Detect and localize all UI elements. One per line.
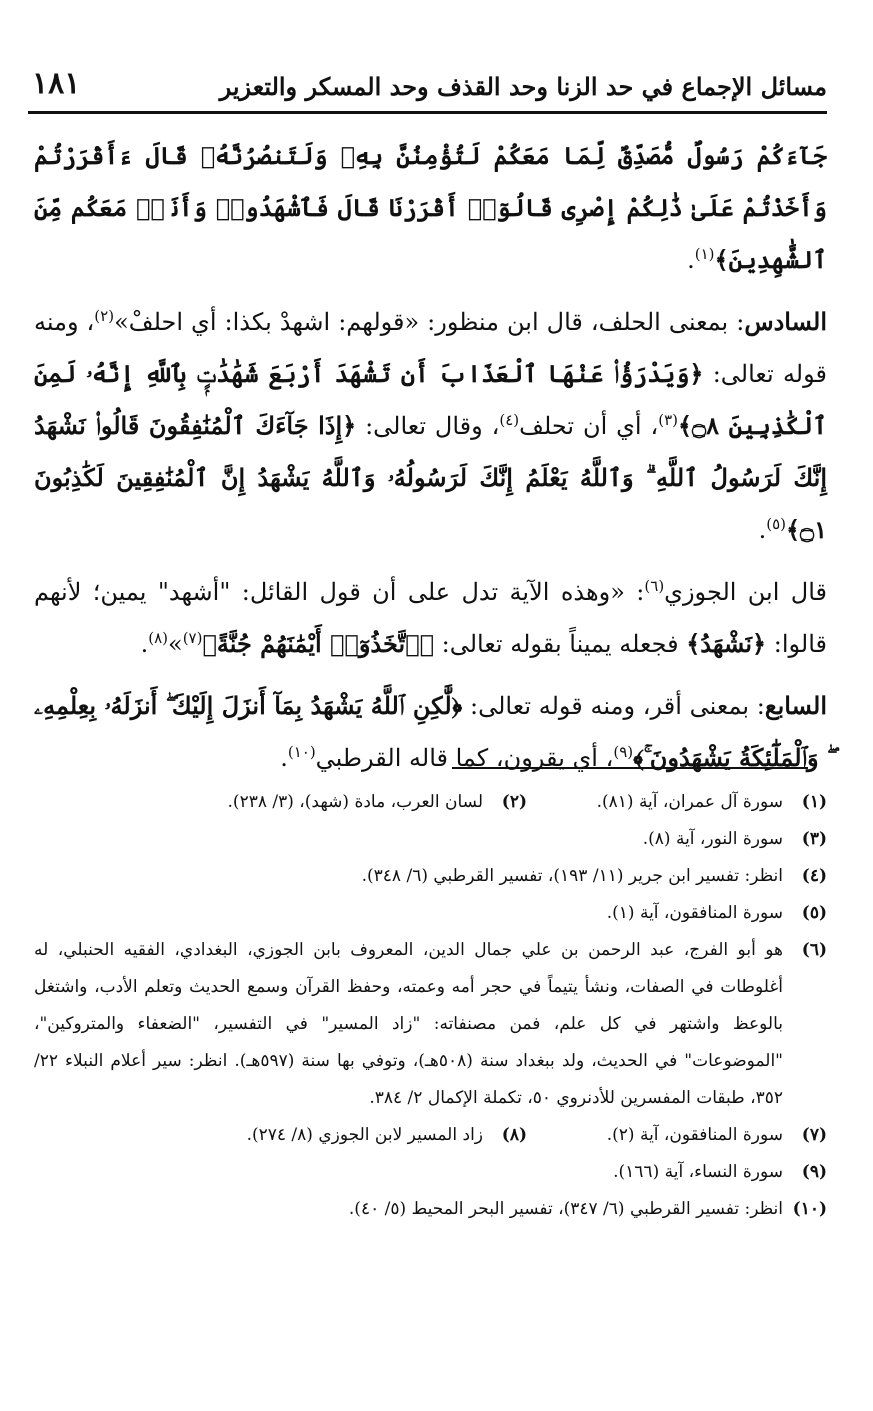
- body-text: ، وقال تعالى:: [356, 412, 500, 440]
- footnote-2: [127, 784, 527, 821]
- main-text: [34, 130, 827, 784]
- footnote-text: هو أبو الفرج، عبد الرحمن بن علي جمال الدين، المعروف بابن الجوزي، البغدادي، الفقيه الحنبلي، له أغلوطات في الصفات، ونشأ يتيماً في حجر أمه وعمته، وحفظ القرآن وسمع الحديث وتعلم الأدب، واشتغل بالوعظ واشتهر في كل علم، فمن مصنفاته: "زاد المسير" في التفسير، "الضعفاء والمتروكين"، "الموضوعات" في الحديث، ولد ببغداد سنة (٥٠٨هـ)، وتوفي بها سنة (٥٩٧هـ). انظر: سير أعلام النبلاء ٢٢/ ٣٥٢، طبقات المفسرين للأدنروي ٥٠، تكملة الإكمال ٢/ ٣٨٤.: [34, 940, 783, 1108]
- footnote-text: زاد المسير لابن الجوزي (٨/ ٢٧٤).: [246, 1125, 483, 1145]
- footnote-text: سورة المنافقون، آية (٢).: [606, 1125, 783, 1145]
- body-text: فجعله يميناً بقوله تعالى:: [434, 630, 687, 658]
- page-number: ١٨١: [32, 66, 81, 101]
- footnote-number: (١٠): [792, 1199, 827, 1219]
- footnote-ref: (٣): [658, 411, 678, 429]
- footnote-ref: (٨): [148, 629, 168, 647]
- footnote-text: سورة النساء، آية (١٦٦).: [613, 1162, 783, 1182]
- footnote-number: (٦): [801, 940, 827, 960]
- footnote-ref: (١٠): [287, 743, 316, 761]
- footnote-text: سورة المنافقون، آية (١).: [606, 903, 783, 923]
- footnotes: [34, 784, 827, 1228]
- running-header: [28, 62, 827, 108]
- body-text: : «وهذه الآية تدل على أن قول القائل: "أشهد" يمين؛ لأنهم قالوا:: [34, 578, 827, 658]
- footnote-separator: [452, 767, 808, 769]
- footnote-text: انظر: تفسير القرطبي (٦/ ٣٤٧)، تفسير البحر المحيط (٥/ ٤٠).: [348, 1199, 783, 1219]
- body-text: : بمعنى الحلف، قال ابن منظور: «قولهم: اشهدْ بكذا: أي احلفْ»: [114, 308, 745, 336]
- body-text: قال ابن الجوزي: [664, 578, 828, 606]
- footnote-number: (٩): [801, 1162, 827, 1182]
- footnote-ref: (٥): [766, 515, 786, 533]
- footnote-5: [34, 895, 827, 932]
- quran-verse: ﴿إِذَا جَآءَكَ ٱلْمُنَٰفِقُونَ قَالُوا۟ نَشْهَدُ إِنَّكَ لَرَسُولُ ٱللَّهِ ۗ وَٱللَّهُ يَعْلَمُ إِنَّكَ لَرَسُولُهُۥ وَٱللَّهُ يَشْهَدُ إِنَّ ٱلْمُنَٰفِقِينَ لَكَٰذِبُونَ ۝١﴾: [34, 411, 827, 544]
- header-rule: [28, 111, 827, 114]
- footnote-6: [34, 932, 827, 1117]
- body-text: ، أي يقرون، كما قاله القرطبي: [315, 744, 614, 772]
- section-lead: السابع: [764, 691, 827, 720]
- footnote-ref: (٤): [499, 411, 520, 429]
- footnote-number: (٥): [801, 903, 827, 923]
- body-text: ، أي أن تحلف: [519, 412, 659, 440]
- footnote-row: [34, 784, 827, 821]
- footnote-7: [527, 1117, 827, 1154]
- footnote-number: (٣): [801, 829, 827, 849]
- footnote-ref: (٩): [613, 743, 634, 761]
- quran-verse: ﴿نَشْهَدُ﴾: [686, 629, 767, 658]
- footnote-9: [34, 1154, 827, 1191]
- body-text: »: [168, 630, 183, 658]
- footnote-row: [34, 1117, 827, 1154]
- footnote-number: (١): [801, 792, 827, 812]
- quran-verse: جَآءَكُمْ رَسُولٌ مُّصَدِّقٌ لِّمَا مَعَكُمْ لَتُؤْمِنُنَّ بِهِۦ وَلَتَنصُرُنَّهُۥ قَالَ ءَأَقْرَرْتُمْ وَأَخَذْتُمْ عَلَىٰ ذَٰلِكُمْ إِصْرِى قَالُوٓا۟ أَقْرَرْنَا قَالَ فَٱشْهَدُوا۟ وَأَنَا۠ مَعَكُم مِّنَ ٱلشَّٰهِدِينَ﴾: [34, 141, 827, 274]
- footnote-text: لسان العرب، مادة (شهد)، (٣/ ٢٣٨).: [227, 792, 483, 812]
- quran-verse: ﴿ٱتَّخَذُوٓا۟ أَيْمَٰنَهُمْ جُنَّةً﴾: [202, 629, 434, 658]
- footnote-number: (٢): [501, 792, 527, 812]
- footnote-text: سورة آل عمران، آية (٨١).: [596, 792, 783, 812]
- footnote-4: [34, 858, 827, 895]
- quran-verse: ﴿وَيَدْرَؤُا۟ عَنْهَا ٱلْعَذَابَ أَن تَشْهَدَ أَرْبَعَ شَهَٰدَٰتٍۭ بِٱللَّهِ إِنَّهُۥ لَمِنَ ٱلْكَٰذِبِينَ ۝٨﴾: [34, 359, 828, 440]
- section-lead: السادس: [744, 307, 827, 336]
- footnote-ref: (٧): [182, 629, 203, 647]
- footnote-8: [127, 1117, 527, 1154]
- paragraph-ibn-aljawzi-quote: قال ابن الجوزي$^{(٦)}$: «وهذه الآية تدل على أن قول القائل: "أشهد" يمين؛ لأنهم قالوا: ﴿نَشْهَدُ﴾ فجعله يميناً بقوله تعالى: ﴿ٱتَّخَذُوٓا۟ أَيْمَٰنَهُمْ جُنَّةً﴾$^{(٧)}$»$^{(٨)}$.: [34, 577, 828, 658]
- paragraph-seventh-meaning: السابع: بمعنى أقر، ومنه قوله تعالى: ﴿لَّٰكِنِ ٱللَّهُ يَشْهَدُ بِمَآ أَنزَلَ إِلَيْكَ ۖ أَنزَلَهُۥ بِعِلْمِهِۦ ۖ وَٱلْمَلَٰٓئِكَةُ يَشْهَدُونَ ۚ﴾$^{(٩)}$، أي يقرون، كما قاله القرطبي$^{(١٠)}$.: [34, 691, 827, 772]
- running-title: مسائل الإجماع في حد الزنا وحد القذف وحد المسكر والتعزير: [219, 72, 827, 101]
- footnote-10: [34, 1191, 827, 1228]
- footnote-1: [527, 784, 827, 821]
- footnote-number: (٨): [501, 1125, 527, 1145]
- footnote-ref: (١): [694, 245, 715, 263]
- footnote-text: انظر: تفسير ابن جرير (١١/ ١٩٣)، تفسير القرطبي (٦/ ٣٤٨).: [361, 866, 783, 886]
- paragraph-sixth-meaning: السادس: بمعنى الحلف، قال ابن منظور: «قولهم: اشهدْ بكذا: أي احلفْ»$^{(٢)}$، ومنه قوله تعالى: ﴿وَيَدْرَؤُا۟ عَنْهَا ٱلْعَذَابَ أَن تَشْهَدَ أَرْبَعَ شَهَٰدَٰتٍۭ بِٱللَّهِ إِنَّهُۥ لَمِنَ ٱلْكَٰذِبِينَ ۝٨﴾$^{(٣)}$، أي أن تحلف$^{(٤)}$، وقال تعالى: ﴿إِذَا جَآءَكَ ٱلْمُنَٰفِقُونَ قَالُوا۟ نَشْهَدُ إِنَّكَ لَرَسُولُ ٱللَّهِ ۗ وَٱللَّهُ يَعْلَمُ إِنَّكَ لَرَسُولُهُۥ وَٱللَّهُ يَشْهَدُ إِنَّ ٱلْمُنَٰفِقِينَ لَكَٰذِبُونَ ۝١﴾$^{(٥)}$.: [34, 307, 828, 544]
- footnote-ref: (٢): [94, 307, 115, 325]
- footnote-3: [34, 821, 827, 858]
- footnote-ref: (٦): [644, 577, 665, 595]
- footnote-number: (٤): [801, 866, 827, 886]
- footnote-text: سورة النور، آية (٨).: [642, 829, 783, 849]
- body-text: : بمعنى أقر، ومنه قوله تعالى:: [462, 692, 765, 720]
- body-text: ، ومنه قوله تعالى:: [34, 308, 827, 388]
- footnote-number: (٧): [801, 1125, 827, 1145]
- paragraph-quran-continuation: جَآءَكُمْ رَسُولٌ مُّصَدِّقٌ لِّمَا مَعَكُمْ لَتُؤْمِنُنَّ بِهِۦ وَلَتَنصُرُنَّهُۥ قَالَ ءَأَقْرَرْتُمْ وَأَخَذْتُمْ عَلَىٰ ذَٰلِكُمْ إِصْرِى قَالُوٓا۟ أَقْرَرْنَا قَالَ فَٱشْهَدُوا۟ وَأَنَا۠ مَعَكُم مِّنَ ٱلشَّٰهِدِينَ﴾$^{(١)}$.: [34, 141, 827, 274]
- quran-verse: ﴿لَّٰكِنِ ٱللَّهُ يَشْهَدُ بِمَآ أَنزَلَ إِلَيْكَ ۖ أَنزَلَهُۥ بِعِلْمِهِۦ ۖ وَٱلْمَلَٰٓئِكَةُ يَشْهَدُونَ ۚ﴾: [34, 691, 827, 772]
